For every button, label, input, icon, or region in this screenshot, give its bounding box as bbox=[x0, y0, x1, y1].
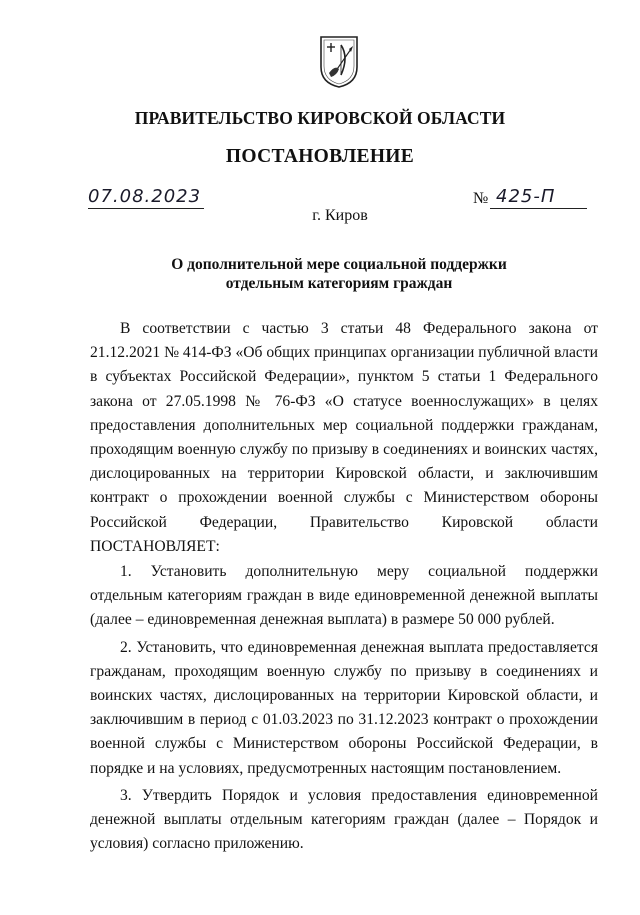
number-sign: № bbox=[473, 190, 489, 207]
title-line-2: отдельным категориям граждан bbox=[225, 275, 453, 292]
handwritten-date: 07.08.2023 bbox=[88, 186, 202, 207]
document-title bbox=[80, 255, 598, 293]
city: г. Киров bbox=[312, 207, 368, 224]
document-type: ПОСТАНОВЛЕНИЕ bbox=[225, 146, 415, 167]
coat-of-arms-icon bbox=[319, 35, 359, 89]
organization-name: ПРАВИТЕЛЬСТВО КИРОВСКОЙ ОБЛАСТИ bbox=[134, 108, 506, 128]
document-body bbox=[90, 317, 598, 859]
clause-3: 3. Утвердить Порядок и условия предоставления единовременной денежной выплаты отдельным категориям граждан (далее – Порядок и условия) согласно приложению. bbox=[90, 786, 598, 853]
preamble-paragraph: В соответствии с частью 3 статьи 48 Федерального закона от 21.12.2021 № 414-ФЗ «Об общих принципах организации публичной власти в субъектах Российской Федерации», пунктом 5 статьи 1 Федерального закона от 27.05.1998 № 76-ФЗ «О статусе военнослужащих» в целях предоставления дополнительных мер социальной поддержки гражданам, проходящим военную службу по призыву в соединениях и воинских частях, дислоцированных на территории Кировской области, и заключившим контракт о прохождении военной службы с Министерством обороны Российской Федерации, Правительство Кировской области bbox=[90, 320, 599, 531]
clause-1: 1. Установить дополнительную меру социальной поддержки отдельным категориям граждан в виде единовременной денежной выплаты (далее – единовременная денежная выплата) в размере 50 000 рублей. bbox=[90, 563, 598, 629]
decree-word: ПОСТАНОВЛЯЕТ: bbox=[90, 537, 220, 555]
clause-2: 2. Установить, что единовременная денежная выплата предоставляется гражданам, проходящим военную службу по призыву в соединениях и воинских частях, дислоцированных на территории Кировской области, и заключившим в период с 01.03.2023 по 31.12.2023 контракт о прохождении военной службы с Министерством обороны Российской Федерации, в порядке и на условиях, предусмотренных настоящим постановлением. bbox=[90, 638, 598, 777]
title-line-1: О дополнительной мере социальной поддержки bbox=[171, 256, 507, 273]
handwritten-number: 425-П bbox=[496, 186, 556, 207]
